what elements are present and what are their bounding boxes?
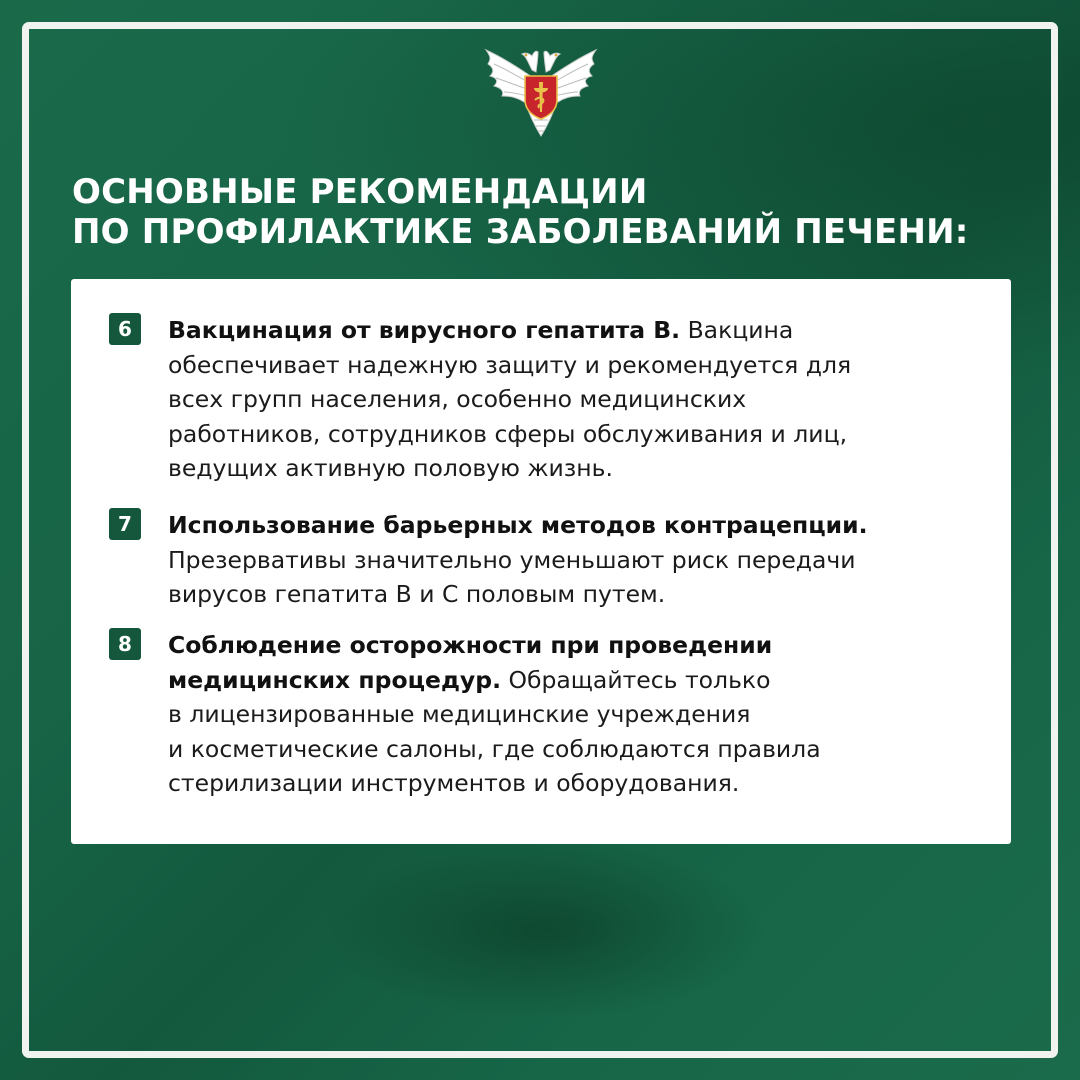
title-line-1: ОСНОВНЫЕ РЕКОМЕНДАЦИИ (72, 172, 648, 212)
recommendations-card (71, 279, 1011, 844)
text-line: и косметические салоны, где соблюдаются правила (168, 734, 821, 763)
text-line: обеспечивает надежную защиту и рекомендуется для (168, 350, 852, 379)
text-line: вирусов гепатита B и C половым путем. (168, 580, 666, 608)
text-line: работников, сотрудников сферы обслуживания и лиц, (168, 419, 848, 448)
text-line: Презервативы значительно уменьшают риск передачи (168, 545, 856, 574)
normal-text: Обращайтесь только (501, 665, 771, 694)
bold-text: Использование барьерных методов контрацепции. (168, 511, 868, 539)
text-line: ведущих активную половую жизнь. (168, 454, 613, 482)
bold-text: Вакцинация от вирусного гепатита B. (168, 316, 681, 344)
item-number-badge: 7 (109, 508, 141, 540)
title-line-2: ПО ПРОФИЛАКТИКЕ ЗАБОЛЕВАНИЙ ПЕЧЕНИ: (72, 212, 969, 252)
page-title (72, 172, 1012, 252)
double-headed-eagle-medical-emblem-icon (482, 40, 600, 142)
text-line (168, 628, 1003, 663)
text-line (168, 663, 1003, 698)
text-line (168, 313, 1003, 348)
normal-text: Вакцина (680, 316, 794, 344)
text-line (168, 508, 1003, 543)
bold-text: Соблюдение осторожности при проведении (168, 631, 773, 659)
text-line: стерилизации инструментов и оборудования. (168, 769, 740, 797)
item-text (168, 313, 1003, 486)
item-number-badge: 8 (109, 628, 141, 660)
item-number-badge: 6 (109, 313, 141, 345)
text-line: всех групп населения, особенно медицинских (168, 385, 747, 413)
item-text (168, 628, 1003, 801)
item-text (168, 508, 1003, 612)
bold-text: медицинских процедур. (168, 665, 502, 694)
text-line: в лицензированные медицинские учреждения (168, 700, 751, 728)
